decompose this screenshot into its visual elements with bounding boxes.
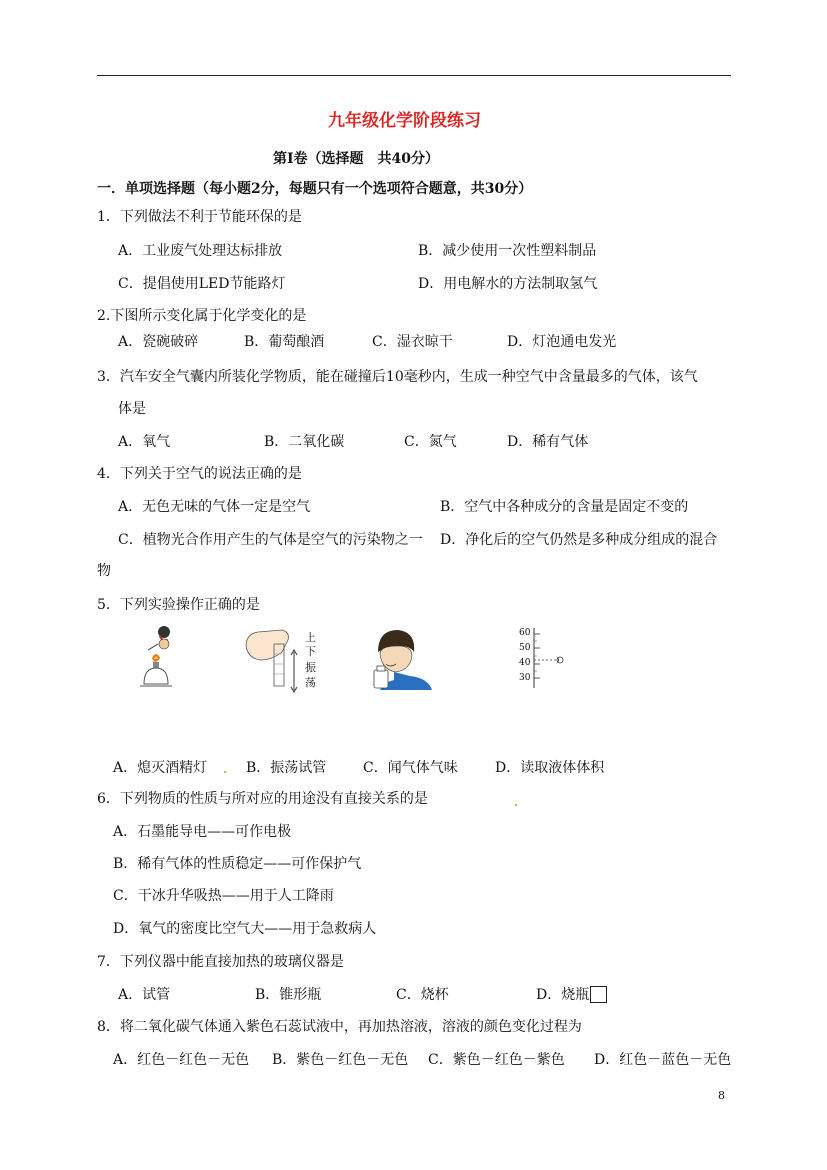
q7-option-b: B．锥形瓶 [255,987,322,1003]
q6-option-a: A．石墨能导电——可作电极 [113,824,292,840]
q5-option-c: C．闻气体气味 [363,760,458,776]
part-label: 第Ⅰ卷（选择题 共40分） [273,151,440,167]
q6-stem: 6．下列物质的性质与所对应的用途没有直接关系的是 [97,791,428,807]
stray-dot [515,804,517,806]
q6-option-b: B．稀有气体的性质稳定——可作保护气 [113,856,362,872]
cylinder-tick-60: 60 [519,628,531,638]
q4-option-d-line2: 物 [97,563,111,579]
q4-option-d-line1: D．净化后的空气仍然是多种成分组成的混合 [440,532,718,548]
page-title: 九年级化学阶段练习 [328,111,481,131]
q1-option-a: A．工业废气处理达标排放 [118,243,283,259]
q3-option-b: B．二氧化碳 [264,434,345,450]
q8-option-d: D．红色－蓝色－无色 [594,1052,732,1068]
q7-option-a: A．试管 [118,987,171,1003]
q4-option-b: B．空气中各种成分的含量是固定不变的 [440,499,689,515]
q7-option-d: D．烧瓶 [536,987,590,1003]
q3-stem-line2: 体是 [118,401,146,417]
q1-stem: 1．下列做法不利于节能环保的是 [97,209,302,225]
q8-stem: 8．将二氧化碳气体通入紫色石蕊试液中，再加热溶液，溶液的颜色变化过程为 [97,1019,582,1035]
q2-option-a: A．瓷碗破碎 [118,334,199,350]
header-rule [97,75,731,76]
figure-alcohol-lamp [134,622,182,692]
answer-checkbox[interactable] [590,986,607,1003]
page-number: 8 [718,1089,725,1102]
q4-option-a: A．无色无味的气体一定是空气 [118,499,311,515]
q2-stem: 2.下图所示变化属于化学变化的是 [97,308,307,324]
stray-dot [224,771,226,773]
q2-option-c: C．湿衣晾干 [372,334,453,350]
q3-option-a: A．氧气 [118,434,171,450]
q2-option-d: D．灯泡通电发光 [507,334,617,350]
q7-option-c: C．烧杯 [396,987,449,1003]
q4-stem: 4．下列关于空气的说法正确的是 [97,466,302,482]
q1-option-b: B．减少使用一次性塑料制品 [418,243,597,259]
q5-option-d: D．读取液体体积 [495,760,605,776]
q3-stem-line1: 3．汽车安全气囊内所装化学物质，能在碰撞后10毫秒内，生成一种空气中含量最多的气体，该气 [97,369,698,385]
cylinder-tick-50: 50 [519,643,531,653]
figure-smell-gas [370,624,434,690]
cylinder-tick-40: 40 [519,658,531,668]
q1-option-c: C．提倡使用LED节能路灯 [118,276,286,292]
cylinder-tick-30: 30 [519,673,531,683]
fig-b-label-1: 上 [305,631,316,644]
fig-b-label-4: 荡 [305,676,316,689]
q5-option-a: A．熄灭酒精灯 [113,760,208,776]
q6-option-c: C．干冰升华吸热——用于人工降雨 [113,888,334,904]
figure-shake-test-tube [242,626,302,694]
q4-option-c: C．植物光合作用产生的气体是空气的污染物之一 [118,532,423,548]
fig-b-label-2: 下 [305,645,316,658]
q8-option-c: C．紫色－红色－紫色 [428,1052,565,1068]
q8-option-b: B．紫色－红色－无色 [272,1052,409,1068]
q5-option-b: B．振荡试管 [246,760,327,776]
q3-option-d: D．稀有气体 [507,434,589,450]
q1-option-d: D．用电解水的方法制取氢气 [418,276,598,292]
q2-option-b: B．葡萄酿酒 [244,334,325,350]
q8-option-a: A．红色－红色－无色 [113,1052,250,1068]
q7-stem: 7．下列仪器中能直接加热的玻璃仪器是 [97,954,344,970]
section-heading: 一．单项选择题（每小题2分，每题只有一个选项符合题意，共30分） [97,181,533,197]
q3-option-c: C．氮气 [404,434,457,450]
fig-b-label-3: 振 [305,661,316,674]
q5-stem: 5．下列实验操作正确的是 [97,597,260,613]
q6-option-d: D．氧气的密度比空气大——用于急救病人 [113,921,377,937]
